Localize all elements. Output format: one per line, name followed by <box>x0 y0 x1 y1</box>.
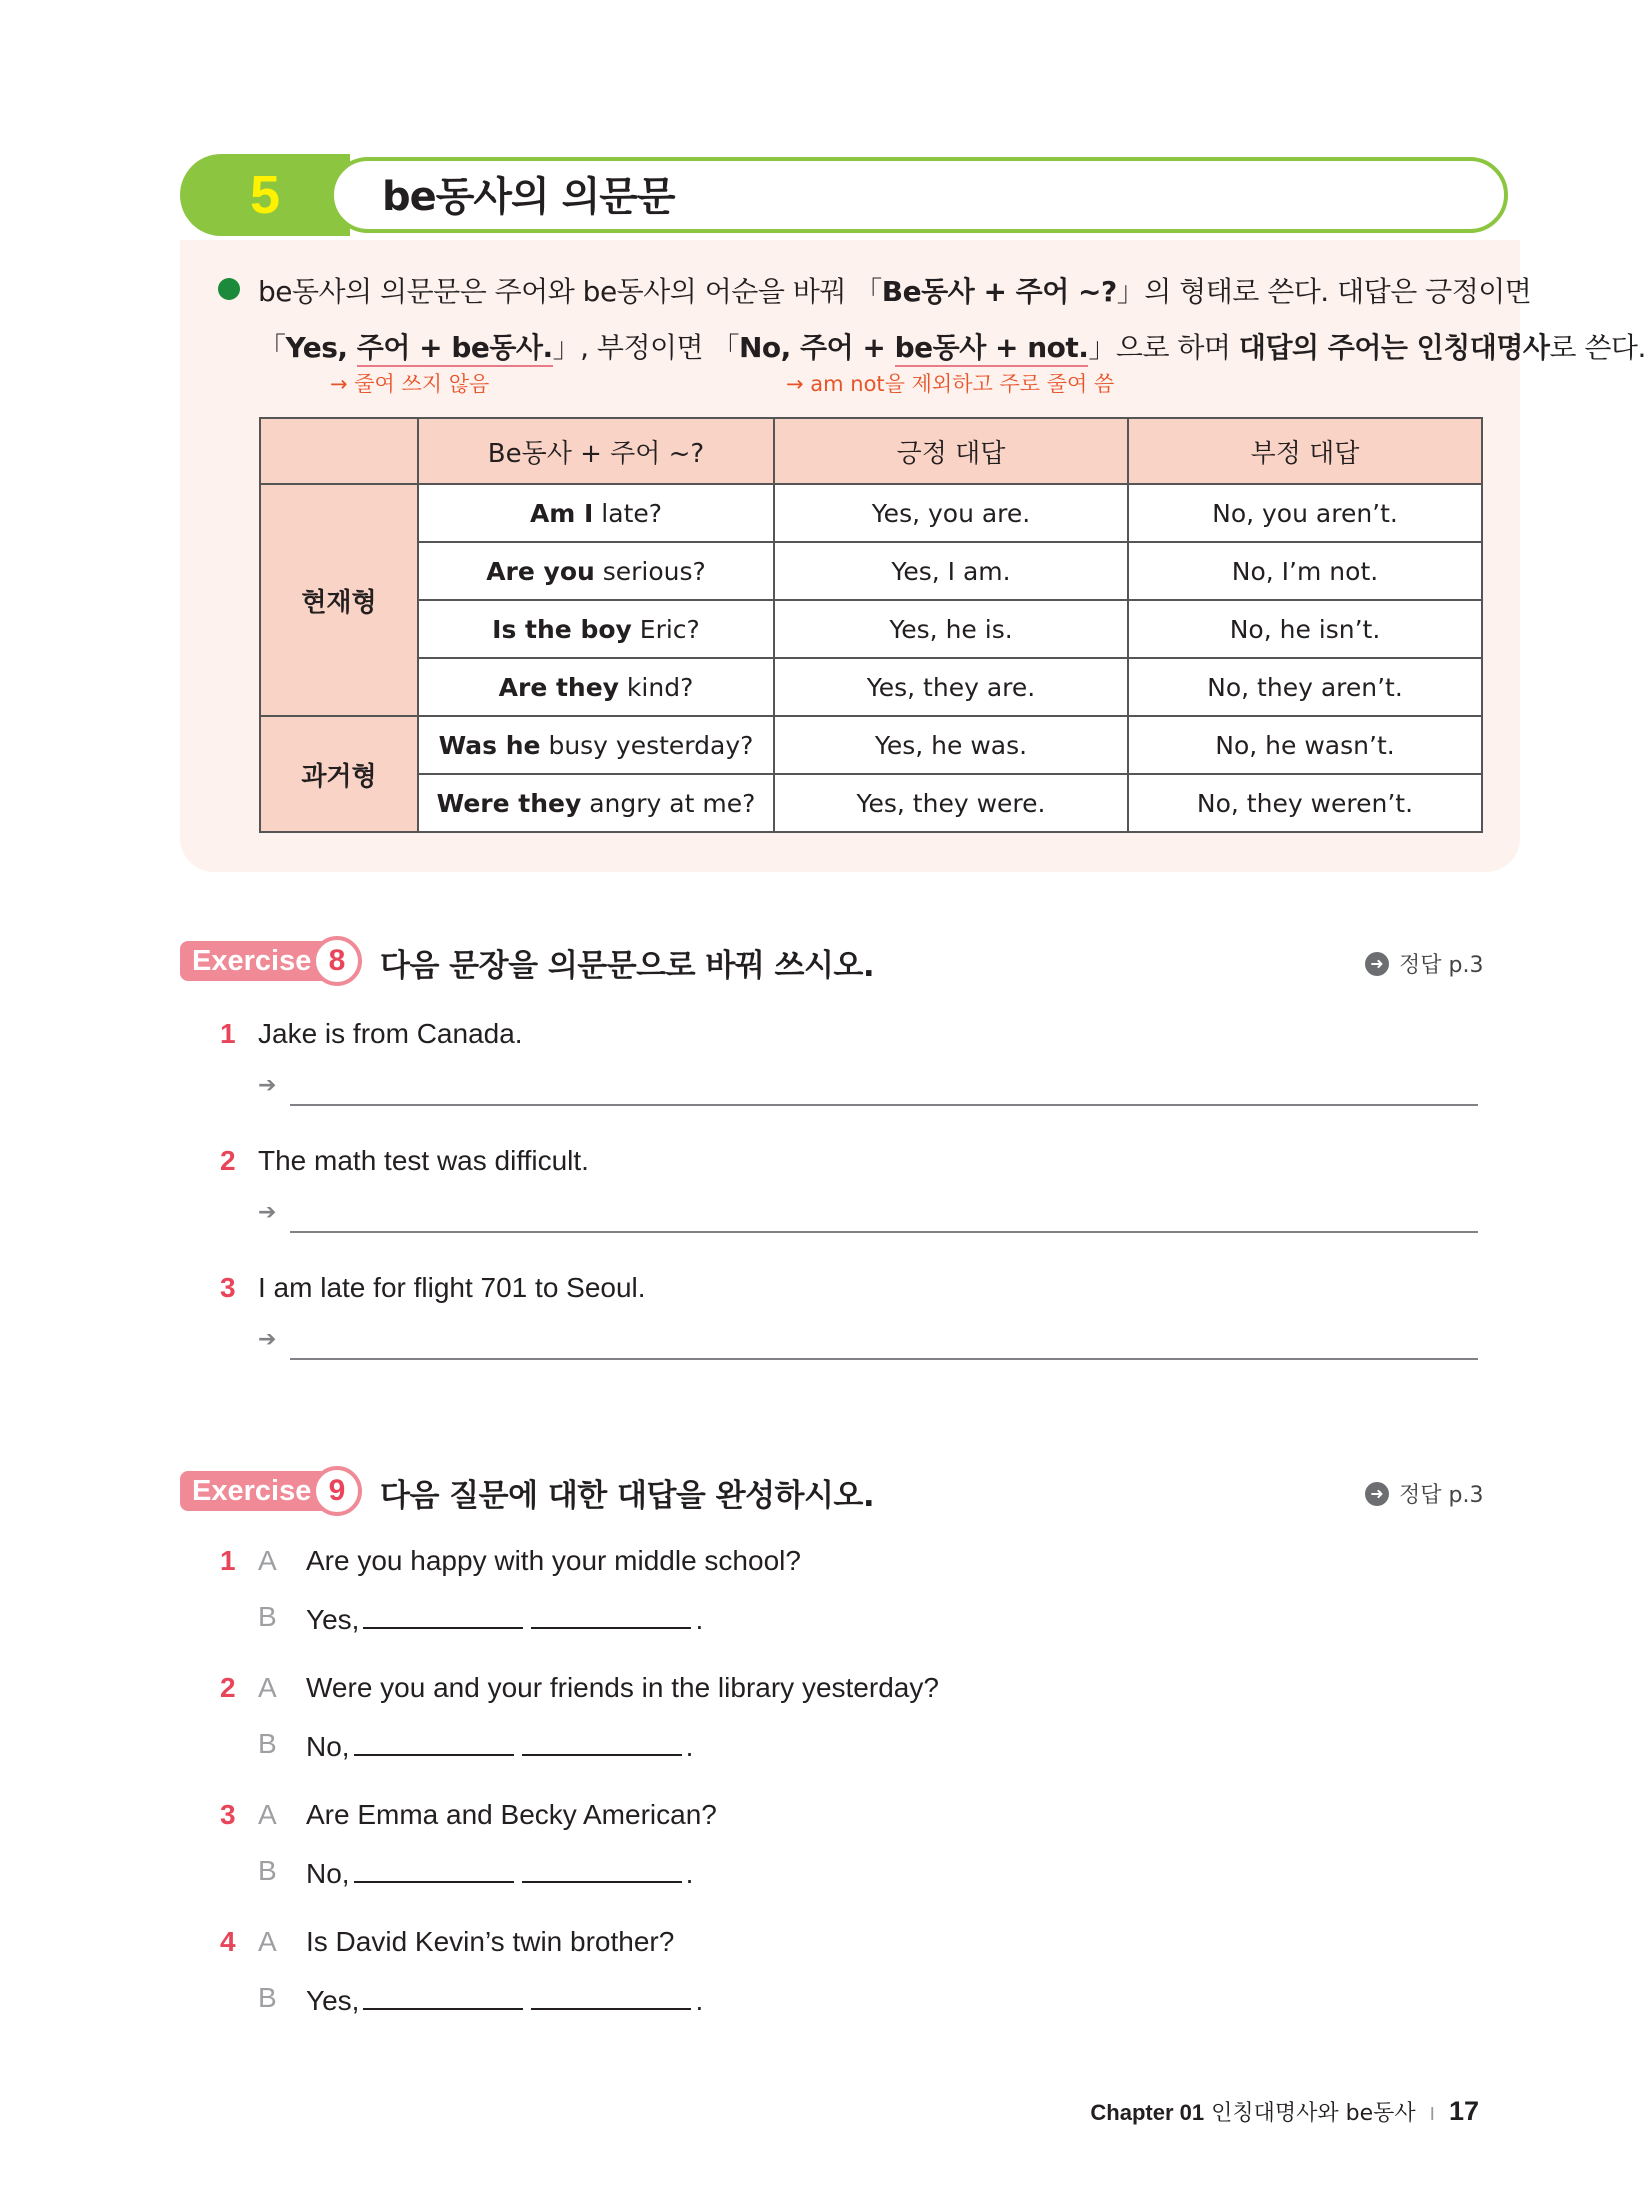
row-group-label: 과거형 <box>260 716 418 832</box>
table-header: 긍정 대답 <box>774 418 1128 484</box>
answer-blank[interactable] <box>531 1982 691 2010</box>
answer-text <box>306 1855 693 1890</box>
question-rest: Eric? <box>631 614 700 644</box>
exercise-8-badge: Exercise <box>180 941 327 981</box>
arrow-right-icon: ➔ <box>258 1073 277 1098</box>
footer-separator: I <box>1429 2104 1435 2125</box>
negative-answer-cell: No, he isn’t. <box>1128 600 1482 658</box>
table-row <box>260 542 1482 600</box>
grammar-table <box>259 417 1483 833</box>
item-number: 3 <box>220 1272 236 1303</box>
period: . <box>695 1985 704 2016</box>
period: . <box>685 1858 694 1889</box>
table-row <box>260 774 1482 832</box>
positive-answer-cell: Yes, I am. <box>774 542 1128 600</box>
item-number: 4 <box>220 1926 236 1957</box>
note-no-contraction: → 줄여 쓰지 않음 <box>330 372 490 396</box>
question-bold: Were they <box>436 788 582 818</box>
question-cell <box>418 484 774 542</box>
explanation-text: 」으로 하며 <box>1088 331 1239 364</box>
answer-line[interactable] <box>290 1104 1478 1106</box>
note-contraction: → am not을 제외하고 주로 줄여 씀 <box>786 372 1115 396</box>
item-sentence: Jake is from Canada. <box>258 1018 523 1049</box>
item-number: 1 <box>220 1018 236 1049</box>
table-row <box>260 600 1482 658</box>
arrow-right-circle-icon: ➜ <box>1365 952 1389 976</box>
question-text: Are you happy with your middle school? <box>306 1545 801 1576</box>
chapter-title: 인칭대명사와 be동사 <box>1211 2101 1416 2126</box>
answer-blank[interactable] <box>363 1982 523 2010</box>
exercise-8-title: 다음 문장을 의문문으로 바꿔 쓰시오. <box>380 948 875 984</box>
exercise-9-badge: Exercise <box>180 1471 327 1511</box>
answer-ref-text: 정답 p.3 <box>1399 1483 1484 1508</box>
explanation-text: be동사의 의문문은 주어와 be동사의 어순을 바꿔 「 <box>258 275 882 308</box>
positive-answer-cell: Yes, he is. <box>774 600 1128 658</box>
question-text: Were you and your friends in the library yesterday? <box>306 1672 939 1703</box>
speaker-a-label: A <box>258 1672 277 1703</box>
answer-text <box>306 1728 693 1763</box>
table-row <box>260 716 1482 774</box>
bracket: 「 <box>258 331 286 364</box>
no-word: No, 주어 + <box>739 331 895 364</box>
table-row <box>260 658 1482 716</box>
table-corner-cell <box>260 418 418 484</box>
answer-blank[interactable] <box>522 1728 682 1756</box>
answer-start: No, <box>306 1731 350 1762</box>
page-number: 17 <box>1448 2096 1479 2126</box>
negative-answer-cell: No, they weren’t. <box>1128 774 1482 832</box>
explanation-text: 로 쓴다. <box>1549 331 1646 364</box>
answer-ref-text: 정답 p.3 <box>1399 953 1484 978</box>
exercise-8-answer-ref <box>1365 948 1483 979</box>
period: . <box>695 1604 704 1635</box>
arrow-right-icon: ➔ <box>258 1200 277 1225</box>
question-rest: kind? <box>618 672 694 702</box>
positive-answer-cell: Yes, he was. <box>774 716 1128 774</box>
question-text: Are Emma and Becky American? <box>306 1799 717 1830</box>
question-bold: Are they <box>498 672 619 702</box>
answer-start: Yes, <box>306 1985 360 2016</box>
page-footer <box>1090 2096 1479 2127</box>
item-number: 1 <box>220 1545 236 1576</box>
negative-answer-cell: No, I’m not. <box>1128 542 1482 600</box>
arrow-right-circle-icon: ➜ <box>1365 1482 1389 1506</box>
period: . <box>685 1731 694 1762</box>
explanation-line-1 <box>258 270 1531 310</box>
question-bold: Am I <box>529 498 594 528</box>
explanation-line-2 <box>258 326 1646 366</box>
answer-blank[interactable] <box>354 1728 514 1756</box>
question-cell <box>418 542 774 600</box>
answer-text <box>306 1982 703 2017</box>
speaker-b-label: B <box>258 1728 277 1759</box>
question-cell <box>418 716 774 774</box>
row-group-label: 현재형 <box>260 484 418 716</box>
positive-answer-cell: Yes, they were. <box>774 774 1128 832</box>
answer-start: No, <box>306 1858 350 1889</box>
exercise-9-number: 9 <box>312 1466 362 1516</box>
item-number: 3 <box>220 1799 236 1830</box>
speaker-a-label: A <box>258 1545 277 1576</box>
question-bold: Are you <box>486 556 595 586</box>
item-sentence: I am late for flight 701 to Seoul. <box>258 1272 646 1303</box>
table-header: Be동사 + 주어 ~? <box>418 418 774 484</box>
question-formula: Be동사 + 주어 ~? <box>881 275 1117 308</box>
chapter-number: Chapter 01 <box>1090 2100 1205 2125</box>
speaker-a-label: A <box>258 1799 277 1830</box>
section-title: be동사의 의문문 <box>382 174 675 220</box>
negative-answer-cell: No, you aren’t. <box>1128 484 1482 542</box>
exercise-8-number: 8 <box>312 936 362 986</box>
answer-blank[interactable] <box>354 1855 514 1883</box>
exercise-9-answer-ref <box>1365 1478 1483 1509</box>
question-cell <box>418 658 774 716</box>
table-header: 부정 대답 <box>1128 418 1482 484</box>
question-cell <box>418 600 774 658</box>
section-number: 5 <box>249 165 281 225</box>
arrow-right-icon: ➔ <box>258 1327 277 1352</box>
answer-blank[interactable] <box>363 1601 523 1629</box>
question-rest: angry at me? <box>581 788 756 818</box>
exercise-9-title: 다음 질문에 대한 대답을 완성하시오. <box>380 1478 875 1514</box>
question-cell <box>418 774 774 832</box>
positive-answer-cell: Yes, they are. <box>774 658 1128 716</box>
answer-line[interactable] <box>290 1231 1478 1233</box>
speaker-b-label: B <box>258 1982 277 2013</box>
table-row <box>260 484 1482 542</box>
item-number: 2 <box>220 1145 236 1176</box>
question-bold: Is the boy <box>492 614 632 644</box>
speaker-b-label: B <box>258 1855 277 1886</box>
answer-blank[interactable] <box>531 1601 691 1629</box>
bullet-dot-icon <box>218 278 240 300</box>
question-rest: late? <box>593 498 663 528</box>
question-rest: busy yesterday? <box>540 730 754 760</box>
positive-answer-cell: Yes, you are. <box>774 484 1128 542</box>
item-sentence: The math test was difficult. <box>258 1145 589 1176</box>
answer-blank[interactable] <box>522 1855 682 1883</box>
speaker-b-label: B <box>258 1601 277 1632</box>
negative-answer-cell: No, they aren’t. <box>1128 658 1482 716</box>
explanation-text: 」의 형태로 쓴다. 대답은 긍정이면 <box>1116 275 1532 308</box>
question-rest: serious? <box>594 556 706 586</box>
question-bold: Was he <box>438 730 541 760</box>
answer-start: Yes, <box>306 1604 360 1635</box>
positive-formula: 주어 + be동사. <box>357 331 553 367</box>
footer-chapter-text <box>1090 2096 1415 2127</box>
negative-answer-cell: No, he wasn’t. <box>1128 716 1482 774</box>
item-number: 2 <box>220 1672 236 1703</box>
speaker-a-label: A <box>258 1926 277 1957</box>
table-header-row <box>260 418 1482 484</box>
answer-line[interactable] <box>290 1358 1478 1360</box>
yes-word: Yes, <box>285 331 357 364</box>
answer-text <box>306 1601 703 1636</box>
subject-rule: 대답의 주어는 인칭대명사 <box>1238 331 1550 364</box>
explanation-text: 」, 부정이면 「 <box>552 331 739 364</box>
negative-formula: be동사 + not. <box>895 331 1089 367</box>
question-text: Is David Kevin’s twin brother? <box>306 1926 675 1957</box>
